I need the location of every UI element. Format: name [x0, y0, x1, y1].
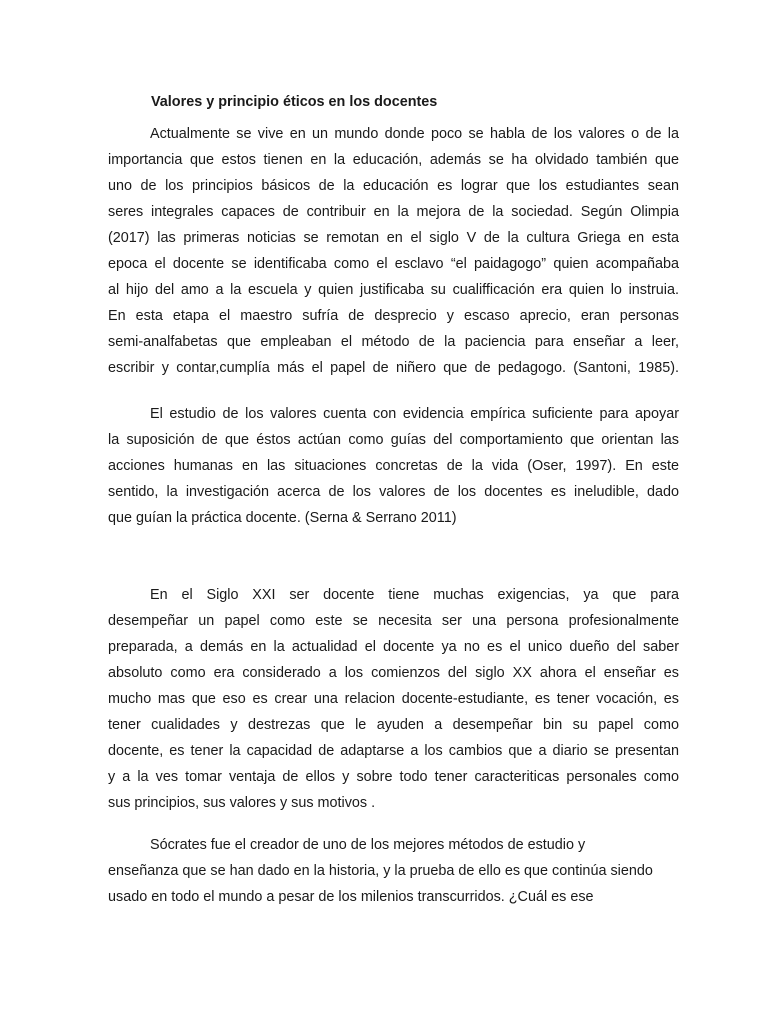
paragraph-2	[108, 401, 679, 531]
paragraph-1	[108, 121, 679, 381]
text-line: (2017) las primeras noticias se remotan en el siglo V de la cultura Griega en esta	[108, 230, 679, 246]
text-line: al hijo del amo a la escuela y quien justificaba su cualifficación era quien lo instruia.	[108, 282, 679, 298]
text-line: uno de los principios básicos de la educación es lograr que los estudiantes sean	[108, 178, 679, 194]
text-line: que guían la práctica docente. (Serna & Serrano 2011)	[108, 510, 457, 526]
text-line: usado en todo el mundo a pesar de los milenios transcurridos. ¿Cuál es ese	[108, 889, 594, 905]
paragraph-3	[108, 582, 679, 816]
text-line: mucho mas que eso es crear una relacion docente-estudiante, es tener vocación, es	[108, 691, 679, 707]
text-line: escribir y contar,cumplía más el papel de niñero que de pedagogo. (Santoni, 1985).	[108, 360, 679, 376]
text-line: importancia que estos tienen en la educación, además se ha olvidado también que	[108, 152, 679, 168]
text-line: docente, es tener la capacidad de adaptarse a los cambios que a diario se presentan	[108, 743, 679, 759]
text-line: semi-analfabetas que empleaban el método de la paciencia para enseñar a leer,	[108, 334, 679, 350]
text-line: desempeñar un papel como este se necesita ser una persona profesionalmente	[108, 613, 679, 629]
text-line: la suposición de que éstos actúan como guías del comportamiento que orientan las	[108, 432, 679, 448]
text-line: y a la ves tomar ventaja de ellos y sobre todo tener caracteriticas personales como	[108, 769, 679, 785]
text-line: acciones humanas en las situaciones concretas de la vida (Oser, 1997). En este	[108, 458, 679, 474]
text-line: tener cualidades y destrezas que le ayuden a desempeñar bin su papel como	[108, 717, 679, 733]
paragraph-4	[108, 832, 679, 910]
text-line: enseñanza que se han dado en la historia, y la prueba de ello es que continúa siendo	[108, 863, 653, 879]
text-line: Sócrates fue el creador de uno de los mejores métodos de estudio y	[150, 837, 586, 853]
text-line: En esta etapa el maestro sufría de desprecio y escaso aprecio, eran personas	[108, 308, 679, 324]
text-line: sentido, la investigación acerca de los valores de los docentes es ineludible, dado	[108, 484, 679, 500]
text-line: El estudio de los valores cuenta con evidencia empírica suficiente para apoyar	[150, 406, 679, 422]
text-line: sus principios, sus valores y sus motivos .	[108, 795, 376, 811]
text-line: seres integrales capaces de contribuir en la mejora de la sociedad. Según Olimpia	[108, 204, 679, 220]
text-line: Actualmente se vive en un mundo donde poco se habla de los valores o de la	[150, 126, 679, 142]
text-line: En el Siglo XXI ser docente tiene muchas exigencias, ya que para	[150, 587, 679, 603]
text-line: epoca el docente se identificaba como el esclavo “el paidagogo” quien acompañaba	[108, 256, 679, 272]
text-line: absoluto como era considerado a los comienzos del siglo XX ahora el enseñar es	[108, 665, 679, 681]
document-title: Valores y principio éticos en los docentes	[151, 94, 438, 110]
text-line: preparada, a demás en la actualidad el docente ya no es el unico dueño del saber	[108, 639, 679, 655]
